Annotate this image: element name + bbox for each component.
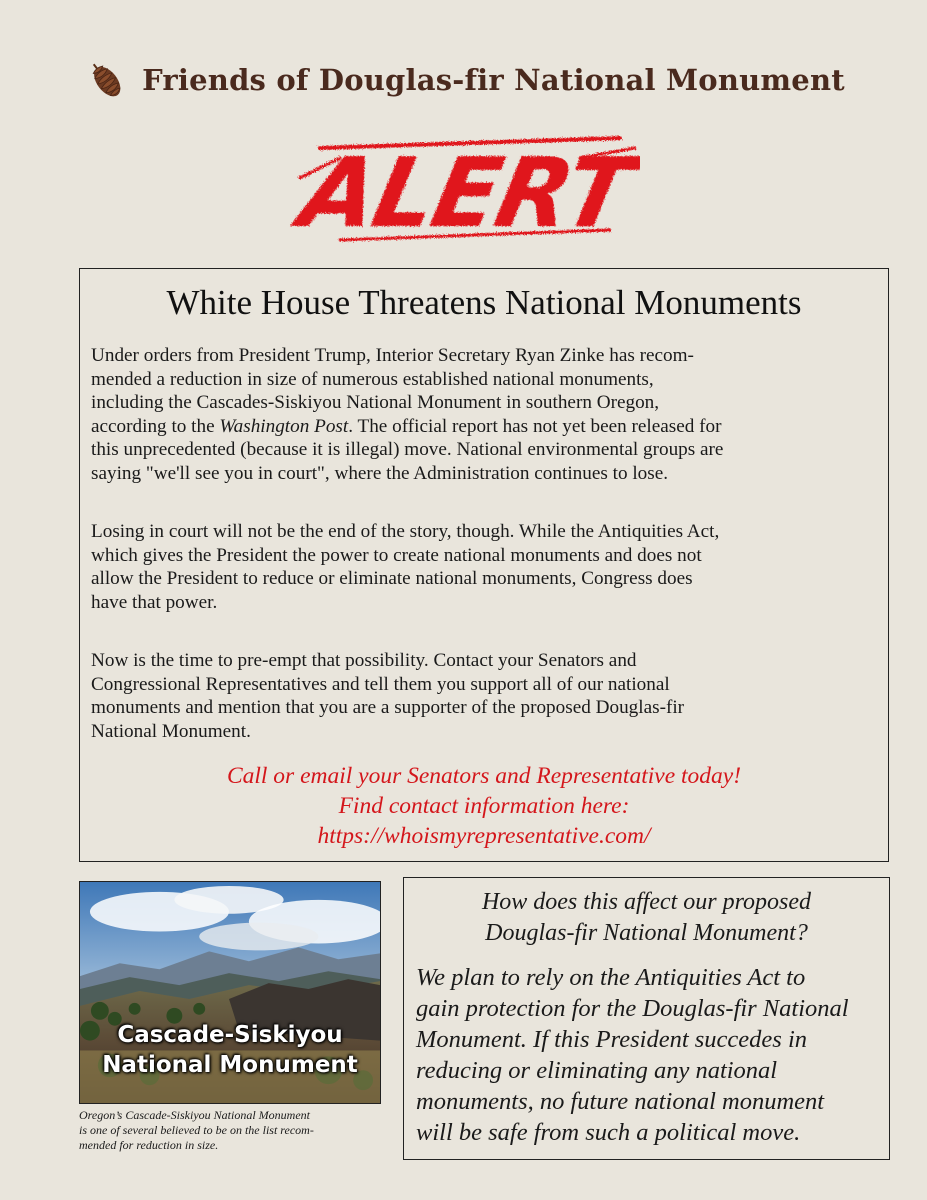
paragraph-3 bbox=[91, 649, 876, 743]
publication-name: Washington Post bbox=[219, 415, 349, 437]
header bbox=[0, 52, 927, 108]
answer-line: reducing or eliminating any national bbox=[416, 1057, 778, 1084]
text-run: according to the bbox=[91, 415, 220, 437]
text-line: including the Cascades-Siskiyou National Monument in southern Oregon, bbox=[91, 392, 660, 413]
text-run: . The official report has not yet been released for bbox=[348, 415, 722, 437]
organization-name: Friends of Douglas-fir National Monument bbox=[142, 63, 845, 97]
paragraph-2 bbox=[91, 520, 876, 614]
text-line bbox=[91, 415, 876, 439]
faq-answer bbox=[416, 962, 886, 1148]
question-line: Douglas-fir National Monument? bbox=[485, 920, 808, 946]
call-to-action bbox=[80, 761, 888, 851]
caption-line: Oregon’s Cascade-Siskiyou National Monument bbox=[79, 1108, 310, 1122]
faq-question bbox=[404, 887, 889, 949]
caption-line: mended for reduction in size. bbox=[79, 1138, 219, 1152]
text-line: saying "we'll see you in court", where the Administration continues to lose. bbox=[91, 462, 669, 484]
faq-box bbox=[403, 877, 890, 1160]
answer-line: Monument. If this President succedes in bbox=[416, 1026, 808, 1053]
text-line: which gives the President the power to create national monuments and does not bbox=[91, 544, 702, 566]
main-article-box bbox=[79, 268, 889, 862]
alert-text: ALERT bbox=[291, 136, 640, 249]
text-line: this unprecedented (because it is illegal) move. National environmental groups are bbox=[91, 439, 724, 460]
pine-cone-icon bbox=[82, 58, 130, 102]
text-line: allow the President to reduce or eliminate national monuments, Congress does bbox=[91, 568, 693, 589]
text-line: have that power. bbox=[91, 591, 218, 613]
photo-label bbox=[80, 1020, 380, 1080]
article-title: White House Threatens National Monuments bbox=[166, 283, 802, 322]
text-line: Losing in court will not be the end of the story, though. While the Antiquities Act, bbox=[91, 521, 720, 542]
answer-line: We plan to rely on the Antiquities Act to bbox=[416, 964, 806, 991]
text-line: Under orders from President Trump, Interior Secretary Ryan Zinke has recom- bbox=[91, 345, 694, 366]
answer-line: gain protection for the Douglas-fir National bbox=[416, 995, 849, 1022]
cta-line-1: Call or email your Senators and Representative today! bbox=[226, 763, 742, 789]
text-line: Congressional Representatives and tell them you support all of our national bbox=[91, 673, 670, 695]
question-line: How does this affect our proposed bbox=[481, 889, 812, 915]
answer-line: monuments, no future national monument bbox=[416, 1088, 825, 1115]
text-line: Now is the time to pre-empt that possibility. Contact your Senators and bbox=[91, 650, 637, 671]
alert-graphic bbox=[280, 118, 640, 253]
text-line: National Monument. bbox=[91, 720, 251, 742]
photo-label-line-1: Cascade-Siskiyou bbox=[117, 1022, 343, 1048]
monument-photo bbox=[79, 881, 381, 1104]
answer-line: will be safe from such a political move. bbox=[416, 1119, 801, 1146]
paragraph-1 bbox=[91, 344, 876, 485]
contact-link[interactable]: https://whoismyrepresentative.com/ bbox=[317, 823, 651, 849]
cta-line-2: Find contact information here: bbox=[338, 793, 630, 819]
caption-line: is one of several believed to be on the list recom- bbox=[79, 1123, 314, 1137]
photo-label-line-2: National Monument bbox=[102, 1052, 358, 1078]
alert-banner bbox=[280, 118, 640, 253]
text-line: mended a reduction in size of numerous established national monuments, bbox=[91, 368, 654, 390]
photo-caption bbox=[79, 1108, 384, 1153]
text-line: monuments and mention that you are a supporter of the proposed Douglas-fir bbox=[91, 697, 685, 718]
